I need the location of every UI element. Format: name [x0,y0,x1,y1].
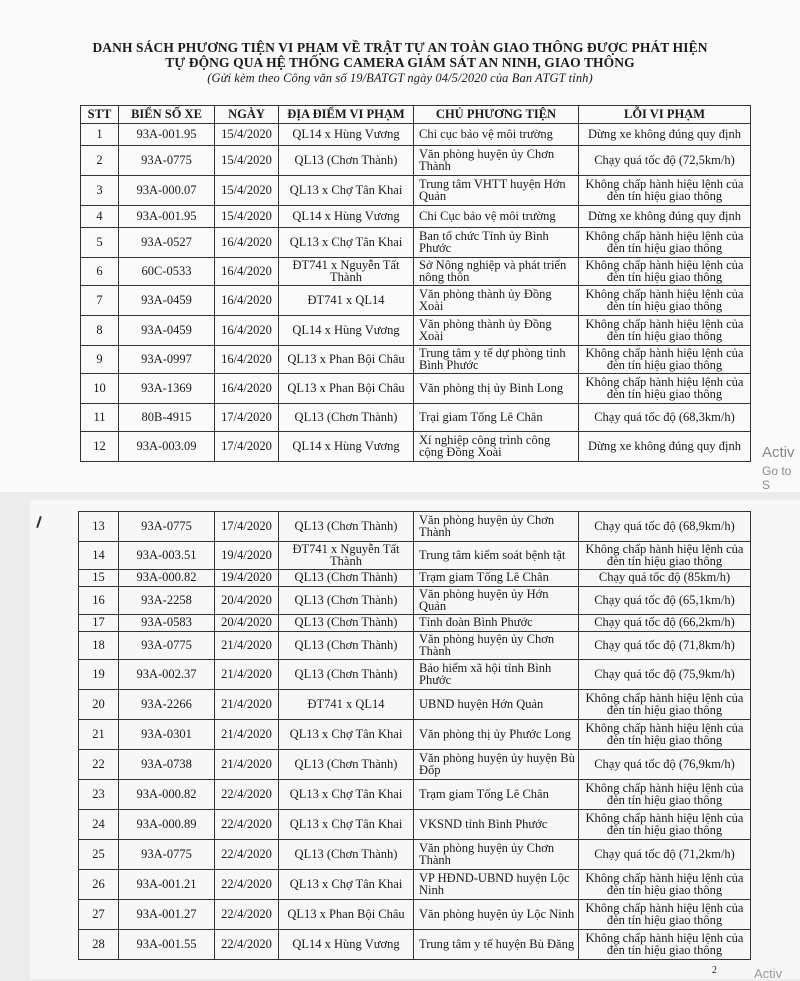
cell-plate: 93A-001.21 [119,870,215,900]
cell-owner: Văn phòng thành ủy Đồng Xoài [414,286,579,316]
table-row [79,780,751,810]
table-row [81,206,751,228]
cell-location: QL13 (Chơn Thành) [279,404,414,432]
cell-owner: VKSND tỉnh Bình Phước [414,810,579,840]
page-number: 2 [712,965,717,976]
cell-owner: UBND huyện Hớn Quản [414,690,579,720]
cell-owner: Tỉnh đoàn Bình Phước [414,615,579,632]
cell-owner: Trạm giam Tống Lê Chân [414,780,579,810]
cell-plate: 60C-0533 [119,258,215,286]
cell-plate: 93A-0775 [119,512,215,542]
column-header-location: ĐỊA ĐIỂM VI PHẠM [279,106,414,124]
cell-date: 17/4/2020 [215,404,279,432]
cell-plate: 93A-001.55 [119,930,215,960]
cell-plate: 93A-003.51 [119,542,215,570]
cell-plate: 93A-0738 [119,750,215,780]
cell-location: QL13 x Phan Bội Châu [279,374,414,404]
cell-location: QL13 x Chợ Tân Khai [279,780,414,810]
cell-stt: 21 [79,720,119,750]
cell-location: QL13 x Chợ Tân Khai [279,870,414,900]
cell-violation: Không chấp hành hiệu lệnh của đèn tín hiệu giao thông [579,780,751,810]
document-title-line-2: TỰ ĐỘNG QUA HỆ THỐNG CAMERA GIÁM SÁT AN NINH, GIAO THÔNG [165,55,635,70]
cell-stt: 20 [79,690,119,720]
table-row [79,615,751,632]
cell-location: QL13 (Chơn Thành) [279,146,414,176]
activation-watermark-line-3: Activ [754,966,783,981]
cell-location: QL13 (Chơn Thành) [279,660,414,690]
cell-violation: Chạy quá tốc độ (75,9km/h) [579,660,751,690]
cell-stt: 16 [79,587,119,615]
cell-date: 20/4/2020 [215,587,279,615]
table-row [81,316,751,346]
cell-date: 16/4/2020 [215,286,279,316]
cell-plate: 93A-000.07 [119,176,215,206]
cell-stt: 14 [79,542,119,570]
cell-stt: 3 [81,176,119,206]
cell-violation: Không chấp hành hiệu lệnh của đèn tín hiệu giao thông [579,870,751,900]
cell-stt: 15 [79,570,119,587]
cell-date: 22/4/2020 [215,900,279,930]
table-header-row [81,106,751,124]
cell-violation: Chạy quá tốc độ (85km/h) [579,570,751,587]
cell-date: 21/4/2020 [215,690,279,720]
cell-owner: Văn phòng huyện ủy huyện Bù Đốp [414,750,579,780]
cell-owner: Trạm giam Tống Lê Chân [414,570,579,587]
cell-plate: 93A-0583 [119,615,215,632]
table-row [81,228,751,258]
cell-violation: Chạy quá tốc độ (76,9km/h) [579,750,751,780]
cell-location: ĐT741 x Nguyễn Tất Thành [279,542,414,570]
cell-stt: 27 [79,900,119,930]
cell-stt: 4 [81,206,119,228]
cell-owner: Xí nghiệp công trình công cộng Đồng Xoài [414,432,579,462]
cell-date: 22/4/2020 [215,780,279,810]
cell-stt: 2 [81,146,119,176]
table-row [79,660,751,690]
cell-owner: Văn phòng huyện ủy Hớn Quản [414,587,579,615]
cell-owner: Văn phòng huyện ủy Chơn Thành [414,632,579,660]
cell-stt: 25 [79,840,119,870]
cell-date: 16/4/2020 [215,374,279,404]
table-row [79,870,751,900]
cell-date: 15/4/2020 [215,124,279,146]
cell-stt: 22 [79,750,119,780]
cell-location: QL13 (Chơn Thành) [279,840,414,870]
cell-plate: 93A-0775 [119,146,215,176]
activation-watermark-line-1: Activ [762,444,795,461]
cell-violation: Chạy quá tốc độ (65,1km/h) [579,587,751,615]
cell-violation: Không chấp hành hiệu lệnh của đèn tín hiệu giao thông [579,258,751,286]
cell-owner: Ban tổ chức Tỉnh ủy Bình Phước [414,228,579,258]
cell-owner: Trung tâm kiểm soát bệnh tật [414,542,579,570]
cell-plate: 93A-2266 [119,690,215,720]
cell-violation: Không chấp hành hiệu lệnh của đèn tín hiệu giao thông [579,228,751,258]
table-body-page-2 [79,512,751,960]
cell-violation: Chạy quá tốc độ (68,9km/h) [579,512,751,542]
cell-owner: Văn phòng huyện ủy Chơn Thành [414,840,579,870]
cell-stt: 5 [81,228,119,258]
cell-date: 15/4/2020 [215,176,279,206]
table-row [81,346,751,374]
cell-location: QL13 (Chơn Thành) [279,750,414,780]
cell-plate: 93A-0775 [119,840,215,870]
cell-owner: Chi Cục bảo vệ môi trường [414,206,579,228]
cell-plate: 93A-001.95 [119,124,215,146]
cell-plate: 93A-0775 [119,632,215,660]
cell-owner: Chi cục bảo vệ môi trường [414,124,579,146]
cell-violation: Chạy quá tốc độ (71,2km/h) [579,840,751,870]
cell-location: QL14 x Hùng Vương [279,124,414,146]
cell-stt: 8 [81,316,119,346]
document-title-line-1: DANH SÁCH PHƯƠNG TIỆN VI PHẠM VỀ TRẬT TỰ AN TOÀN GIAO THÔNG ĐƯỢC PHÁT HIỆN [92,40,708,55]
cell-plate: 93A-0997 [119,346,215,374]
table-row [81,374,751,404]
cell-date: 22/4/2020 [215,810,279,840]
table-row [79,512,751,542]
cell-violation: Không chấp hành hiệu lệnh của đèn tín hiệu giao thông [579,374,751,404]
cell-violation: Chạy quá tốc độ (71,8km/h) [579,632,751,660]
cell-location: ĐT741 x QL14 [279,690,414,720]
cell-date: 16/4/2020 [215,258,279,286]
cell-date: 17/4/2020 [215,432,279,462]
cell-plate: 93A-001.27 [119,900,215,930]
cell-stt: 6 [81,258,119,286]
cell-stt: 13 [79,512,119,542]
cell-owner: Trung tâm VHTT huyện Hớn Quản [414,176,579,206]
cell-violation: Không chấp hành hiệu lệnh của đèn tín hiệu giao thông [579,346,751,374]
cell-violation: Chạy quá tốc độ (66,2km/h) [579,615,751,632]
cell-stt: 28 [79,930,119,960]
table-row [81,176,751,206]
table-row [79,810,751,840]
table-row [79,542,751,570]
cell-violation: Dừng xe không đúng quy định [579,206,751,228]
cell-plate: 93A-2258 [119,587,215,615]
violations-table-page-1 [80,105,751,462]
cell-plate: 93A-0459 [119,316,215,346]
table-row [79,587,751,615]
cell-location: QL14 x Hùng Vương [279,206,414,228]
cell-violation: Không chấp hành hiệu lệnh của đèn tín hiệu giao thông [579,316,751,346]
cell-location: QL13 x Chợ Tân Khai [279,720,414,750]
cell-owner: Văn phòng thị ủy Phước Long [414,720,579,750]
cell-date: 16/4/2020 [215,316,279,346]
cell-date: 19/4/2020 [215,542,279,570]
cell-date: 16/4/2020 [215,346,279,374]
cell-owner: Trung tâm y tế dự phòng tỉnh Bình Phước [414,346,579,374]
cell-owner: Văn phòng thành ủy Đồng Xoài [414,316,579,346]
cell-date: 17/4/2020 [215,512,279,542]
cell-location: QL13 (Chơn Thành) [279,632,414,660]
cell-date: 21/4/2020 [215,720,279,750]
cell-owner: VP HĐND-UBND huyện Lộc Ninh [414,870,579,900]
cell-location: ĐT741 x Nguyễn Tất Thành [279,258,414,286]
table-row [79,840,751,870]
cell-stt: 11 [81,404,119,432]
cell-plate: 93A-0301 [119,720,215,750]
cell-date: 16/4/2020 [215,228,279,258]
cell-plate: 93A-000.89 [119,810,215,840]
table-row [79,690,751,720]
cell-location: QL14 x Hùng Vương [279,930,414,960]
table-row [79,570,751,587]
table-row [81,286,751,316]
cell-location: QL13 (Chơn Thành) [279,512,414,542]
cell-date: 22/4/2020 [215,930,279,960]
cell-violation: Không chấp hành hiệu lệnh của đèn tín hiệu giao thông [579,176,751,206]
table-body-page-1 [81,124,751,462]
cell-location: QL13 (Chơn Thành) [279,587,414,615]
cell-plate: 93A-002.37 [119,660,215,690]
column-header-owner: CHỦ PHƯƠNG TIỆN [414,106,579,124]
cell-date: 21/4/2020 [215,632,279,660]
cell-owner: Trung tâm y tế huyện Bù Đăng [414,930,579,960]
cell-location: ĐT741 x QL14 [279,286,414,316]
column-header-violation: LỖI VI PHẠM [579,106,751,124]
cell-location: QL13 (Chơn Thành) [279,570,414,587]
cell-violation: Dừng xe không đúng quy định [579,124,751,146]
cell-owner: Bảo hiểm xã hội tỉnh Bình Phước [414,660,579,690]
cell-plate: 93A-001.95 [119,206,215,228]
cell-owner: Văn phòng thị ủy Bình Long [414,374,579,404]
cell-owner: Văn phòng huyện ủy Lộc Ninh [414,900,579,930]
cell-plate: 93A-000.82 [119,570,215,587]
cell-plate: 93A-1369 [119,374,215,404]
table-row [79,750,751,780]
cell-location: QL13 x Chợ Tân Khai [279,176,414,206]
cell-date: 22/4/2020 [215,870,279,900]
table-row [81,432,751,462]
cell-stt: 9 [81,346,119,374]
cell-date: 19/4/2020 [215,570,279,587]
cell-stt: 17 [79,615,119,632]
cell-owner: Trại giam Tống Lê Chân [414,404,579,432]
cell-location: QL14 x Hùng Vương [279,432,414,462]
cell-stt: 18 [79,632,119,660]
cell-plate: 93A-003.09 [119,432,215,462]
cell-owner: Sở Nông nghiệp và phát triển nông thôn [414,258,579,286]
cell-violation: Chạy quá tốc độ (72,5km/h) [579,146,751,176]
table-row [81,258,751,286]
cell-violation: Dừng xe không đúng quy định [579,432,751,462]
cell-stt: 1 [81,124,119,146]
cell-violation: Không chấp hành hiệu lệnh của đèn tín hiệu giao thông [579,720,751,750]
table-row [81,124,751,146]
cell-plate: 93A-0527 [119,228,215,258]
cell-date: 22/4/2020 [215,840,279,870]
cell-location: QL14 x Hùng Vương [279,316,414,346]
cell-violation: Không chấp hành hiệu lệnh của đèn tín hiệu giao thông [579,542,751,570]
cell-date: 21/4/2020 [215,660,279,690]
document-subtitle: (Gửi kèm theo Công văn số 19/BATGT ngày 04/5/2020 của Ban ATGT tỉnh) [207,71,593,85]
cell-location: QL13 x Phan Bội Châu [279,346,414,374]
cell-stt: 26 [79,870,119,900]
cell-date: 15/4/2020 [215,206,279,228]
cell-plate: 93A-000.82 [119,780,215,810]
cell-plate: 80B-4915 [119,404,215,432]
column-header-plate: BIỂN SỐ XE [119,106,215,124]
cell-owner: Văn phòng huyện ủy Chơn Thành [414,512,579,542]
cell-location: QL13 x Phan Bội Châu [279,900,414,930]
cell-violation: Chạy quá tốc độ (68,3km/h) [579,404,751,432]
cell-location: QL13 x Chợ Tân Khai [279,810,414,840]
cell-date: 21/4/2020 [215,750,279,780]
column-header-stt: STT [81,106,119,124]
cell-location: QL13 (Chơn Thành) [279,615,414,632]
activation-watermark-line-2: Go to S [762,464,792,492]
column-header-date: NGÀY [215,106,279,124]
cell-plate: 93A-0459 [119,286,215,316]
cell-violation: Không chấp hành hiệu lệnh của đèn tín hiệu giao thông [579,690,751,720]
cell-date: 15/4/2020 [215,146,279,176]
table-row [79,720,751,750]
cell-violation: Không chấp hành hiệu lệnh của đèn tín hiệu giao thông [579,286,751,316]
table-row [79,632,751,660]
cell-stt: 19 [79,660,119,690]
cell-stt: 23 [79,780,119,810]
cell-stt: 24 [79,810,119,840]
cell-stt: 12 [81,432,119,462]
table-row [81,146,751,176]
cell-violation: Không chấp hành hiệu lệnh của đèn tín hiệu giao thông [579,900,751,930]
cell-violation: Không chấp hành hiệu lệnh của đèn tín hiệu giao thông [579,810,751,840]
table-row [81,404,751,432]
table-row [79,930,751,960]
cell-location: QL13 x Chợ Tân Khai [279,228,414,258]
violations-table-page-2 [78,511,751,960]
cell-date: 20/4/2020 [215,615,279,632]
cell-violation: Không chấp hành hiệu lệnh của đèn tín hiệu giao thông [579,930,751,960]
table-row [79,900,751,930]
cell-stt: 7 [81,286,119,316]
cell-owner: Văn phòng huyện ủy Chơn Thành [414,146,579,176]
cell-stt: 10 [81,374,119,404]
